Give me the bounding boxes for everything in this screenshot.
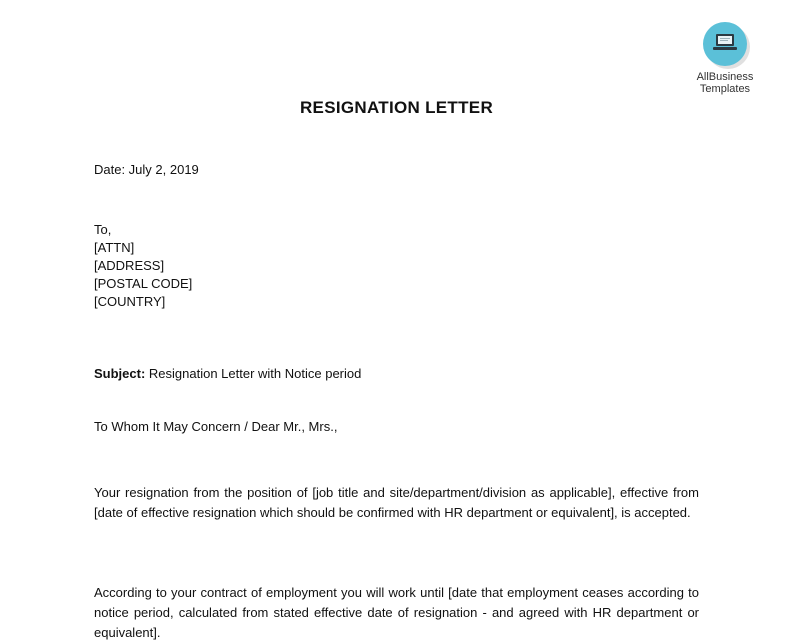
salutation: To Whom It May Concern / Dear Mr., Mrs., [94,419,338,434]
recipient-postal-code: [POSTAL CODE] [94,276,193,291]
letter-date: Date: July 2, 2019 [94,162,199,177]
letter-title: RESIGNATION LETTER [299,98,494,117]
recipient-to: To, [94,222,112,237]
recipient-country: [COUNTRY] [94,294,166,309]
subject-text: Resignation Letter with Notice period [145,366,362,381]
brand-line-2: Templates [699,83,751,95]
brand-name [690,71,760,95]
paragraph-acceptance: Your resignation from the position of [job title and site/department/division as applicable], effective from [date of effective resignation which should be confirmed with HR department or equivalent], is accepted. [94,485,699,520]
subject-line [94,365,361,383]
laptop-icon [703,22,747,66]
brand-logo [690,22,760,95]
recipient-address: [ADDRESS] [94,258,165,273]
recipient-attn: [ATTN] [94,240,135,255]
paragraph-notice-period: According to your contract of employment you will work until [date that employment ceases according to notice period, calculated from stated effective date of resignation - and agreed with HR department or equivalent]. [94,585,699,640]
subject-label: Subject: [94,366,146,381]
brand-line-1: AllBusiness [696,71,754,83]
